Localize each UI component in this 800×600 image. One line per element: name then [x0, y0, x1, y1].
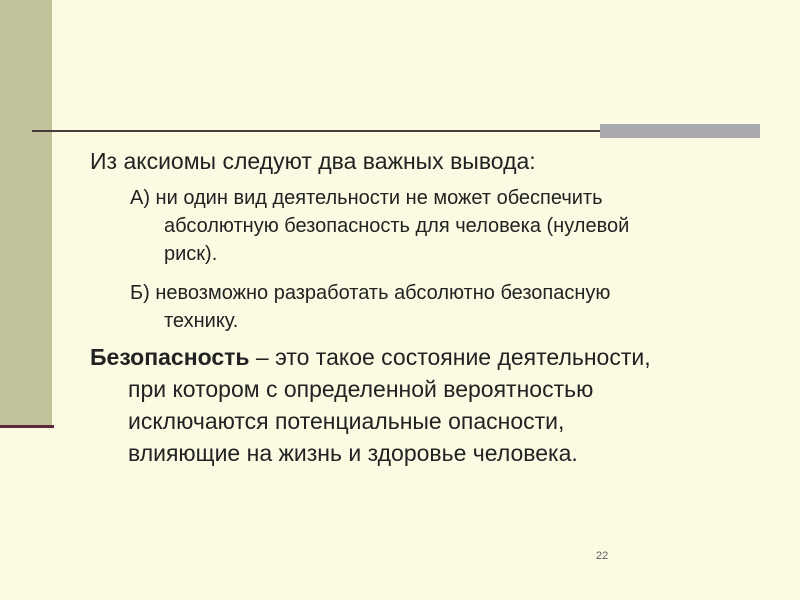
left-band-underline [0, 425, 54, 428]
left-decorative-band [0, 0, 52, 426]
definition-line-4: влияющие на жизнь и здоровье человека. [128, 440, 578, 466]
conclusion-a-line-1: А) ни один вид деятельности не может обеспечить [130, 187, 603, 209]
intro-paragraph: Из аксиомы следуют два важных вывода: [90, 148, 536, 174]
definition-line-2: при котором с определенной вероятностью [128, 376, 594, 402]
conclusion-b [130, 279, 770, 335]
definition-line-3: исключаются потенциальные опасности, [128, 408, 565, 434]
conclusion-a-line-3: риск). [164, 243, 218, 265]
conclusion-b-line-2: технику. [164, 310, 239, 332]
conclusion-a [130, 184, 770, 268]
definition-term: Безопасность [90, 344, 250, 370]
definition-line-1-rest: – это такое состояние деятельности, [249, 344, 651, 370]
conclusion-b-line-1: Б) невозможно разработать абсолютно безопасную [130, 282, 611, 304]
definition-line-1 [90, 341, 780, 373]
conclusion-a-line-2: абсолютную безопасность для человека (нулевой [164, 215, 630, 237]
title-divider-accent [600, 124, 760, 138]
definition-paragraph [90, 341, 780, 469]
page-number: 22 [596, 550, 609, 562]
